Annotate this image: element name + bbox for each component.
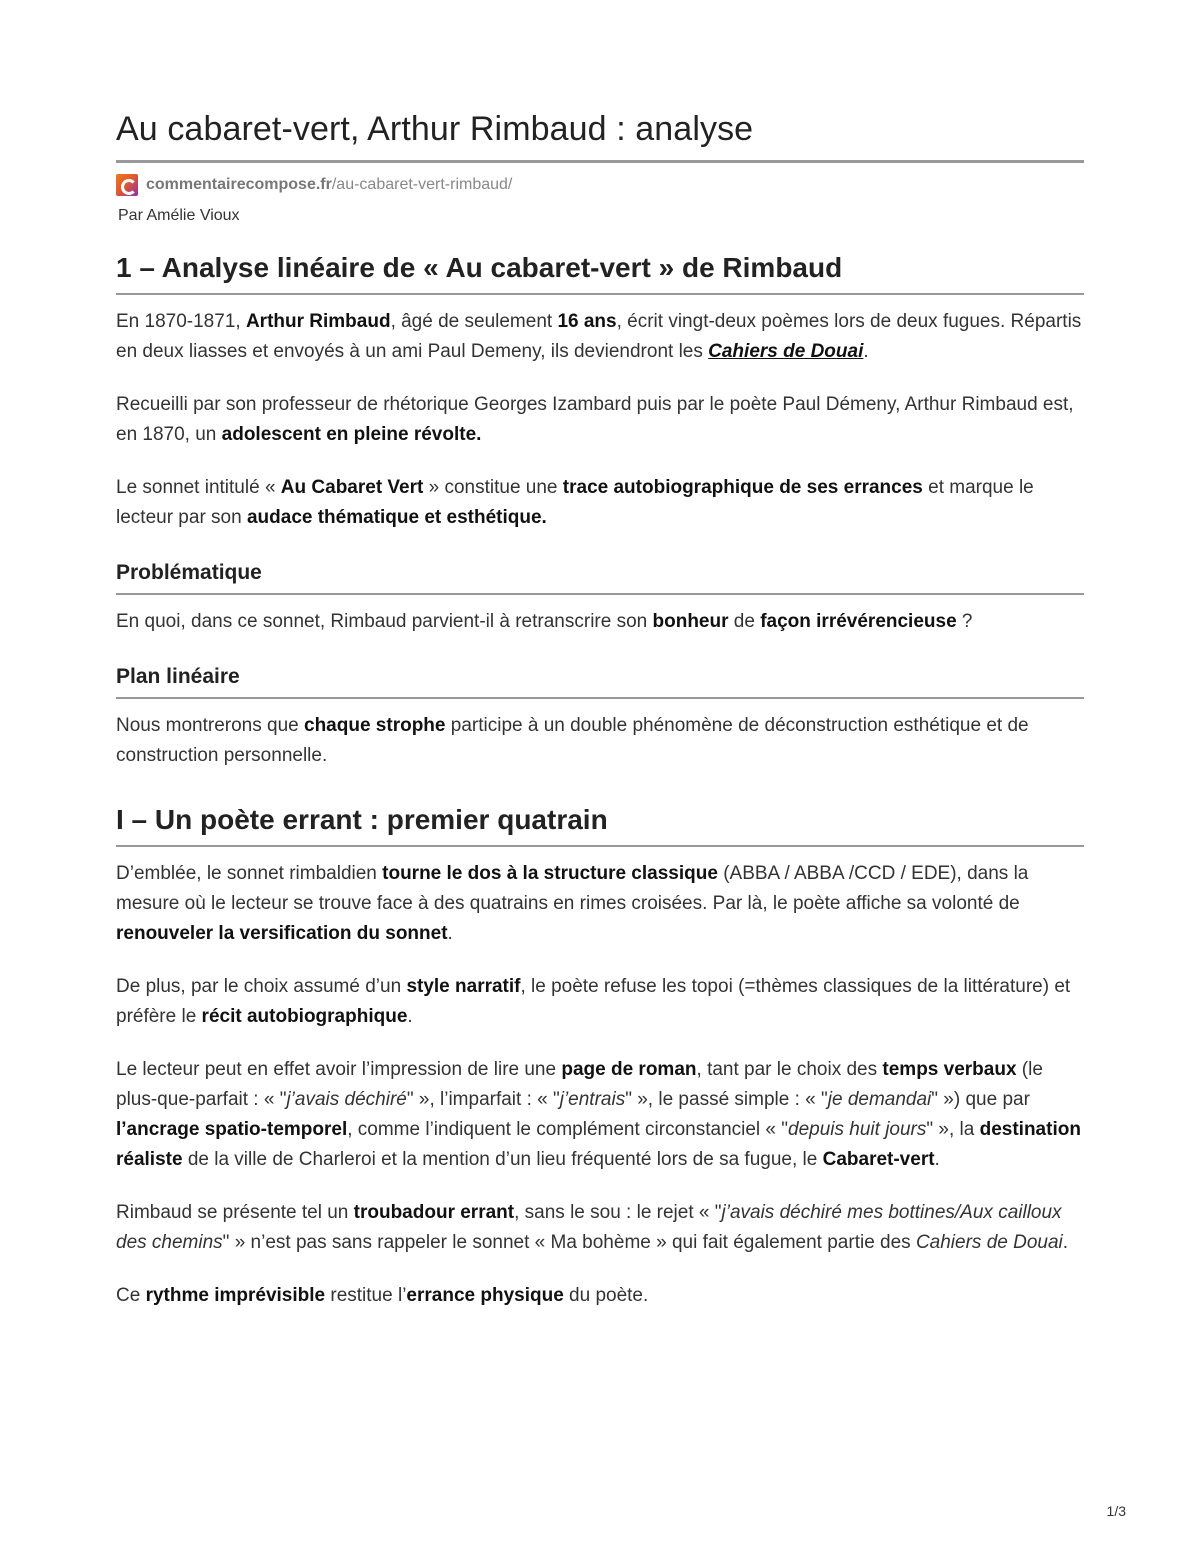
cahiers-de-douai-link[interactable]: Cahiers de Douai [708, 341, 864, 362]
source-line [116, 173, 1084, 197]
document-page [116, 106, 1084, 1311]
body-paragraph-3: Le lecteur peut en effet avoir l’impression de lire une page de roman, tant par le choix des temps verbaux (le plus-que-parfait : « "j’avais déchiré" », l’imparfait : « "j’entrais" », le passé simple : « "je demandai" ») que par l’ancrage spatio-temporel, comme l’indiquent le complément circonstanciel « "depuis huit jours" », la destination réaliste de la ville de Charleroi et la mention d’un lieu fréquenté lors de sa fugue, le Cabaret-vert. [116, 1059, 1081, 1170]
section-heading-poete-errant: I – Un poète errant : premier quatrain [116, 801, 1084, 847]
intro-paragraph-1: En 1870-1871, Arthur Rimbaud, âgé de seulement 16 ans, écrit vingt-deux poèmes lors de deux fugues. Répartis en deux liasses et envoyés à un ami Paul Demeny, ils deviendront les Cahiers de Douai. [116, 311, 1082, 362]
body-paragraph-5: Ce rythme imprévisible restitue l’errance physique du poète. [116, 1285, 649, 1306]
problematique-paragraph: En quoi, dans ce sonnet, Rimbaud parvient-il à retranscrire son bonheur de façon irrévérencieuse ? [116, 611, 973, 632]
intro-paragraph-3: Le sonnet intitulé « Au Cabaret Vert » constitue une trace autobiographique de ses errances et marque le lecteur par son audace thématique et esthétique. [116, 477, 1034, 528]
body-paragraph-4: Rimbaud se présente tel un troubadour errant, sans le sou : le rejet « "j’avais déchiré mes bottines/Aux cailloux des chemins" » n’est pas sans rappeler le sonnet « Ma bohème » qui fait également partie des Cahiers de Douai. [116, 1202, 1069, 1253]
plan-paragraph: Nous montrerons que chaque strophe participe à un double phénomène de déconstruction esthétique et de construction personnelle. [116, 715, 1029, 766]
site-logo-icon [116, 174, 138, 196]
subheading-problematique: Problématique [116, 559, 1084, 595]
intro-paragraph-2: Recueilli par son professeur de rhétorique Georges Izambard puis par le poète Paul Démeny, Arthur Rimbaud est, en 1870, un adolescent en pleine révolte. [116, 394, 1074, 445]
subheading-plan-lineaire: Plan linéaire [116, 663, 1084, 699]
source-path[interactable]: /au-cabaret-vert-rimbaud/ [331, 176, 513, 193]
body-paragraph-1: D’emblée, le sonnet rimbaldien tourne le dos à la structure classique (ABBA / ABBA /CCD / EDE), dans la mesure où le lecteur se trouve face à des quatrains en rimes croisées. Par là, le poète affiche sa volonté de renouveler la versification du sonnet. [116, 863, 1029, 944]
section-heading-analyse: 1 – Analyse linéaire de « Au cabaret-vert » de Rimbaud [116, 249, 1084, 295]
body-paragraph-2: De plus, par le choix assumé d’un style narratif, le poète refuse les topoi (=thèmes classiques de la littérature) et préfère le récit autobiographique. [116, 976, 1071, 1027]
source-domain[interactable]: commentairecompose.fr [146, 176, 332, 193]
author-byline: Par Amélie Vioux [118, 207, 240, 224]
page-number: 1/3 [1106, 1503, 1126, 1519]
page-title: Au cabaret-vert, Arthur Rimbaud : analyse [116, 106, 1084, 163]
